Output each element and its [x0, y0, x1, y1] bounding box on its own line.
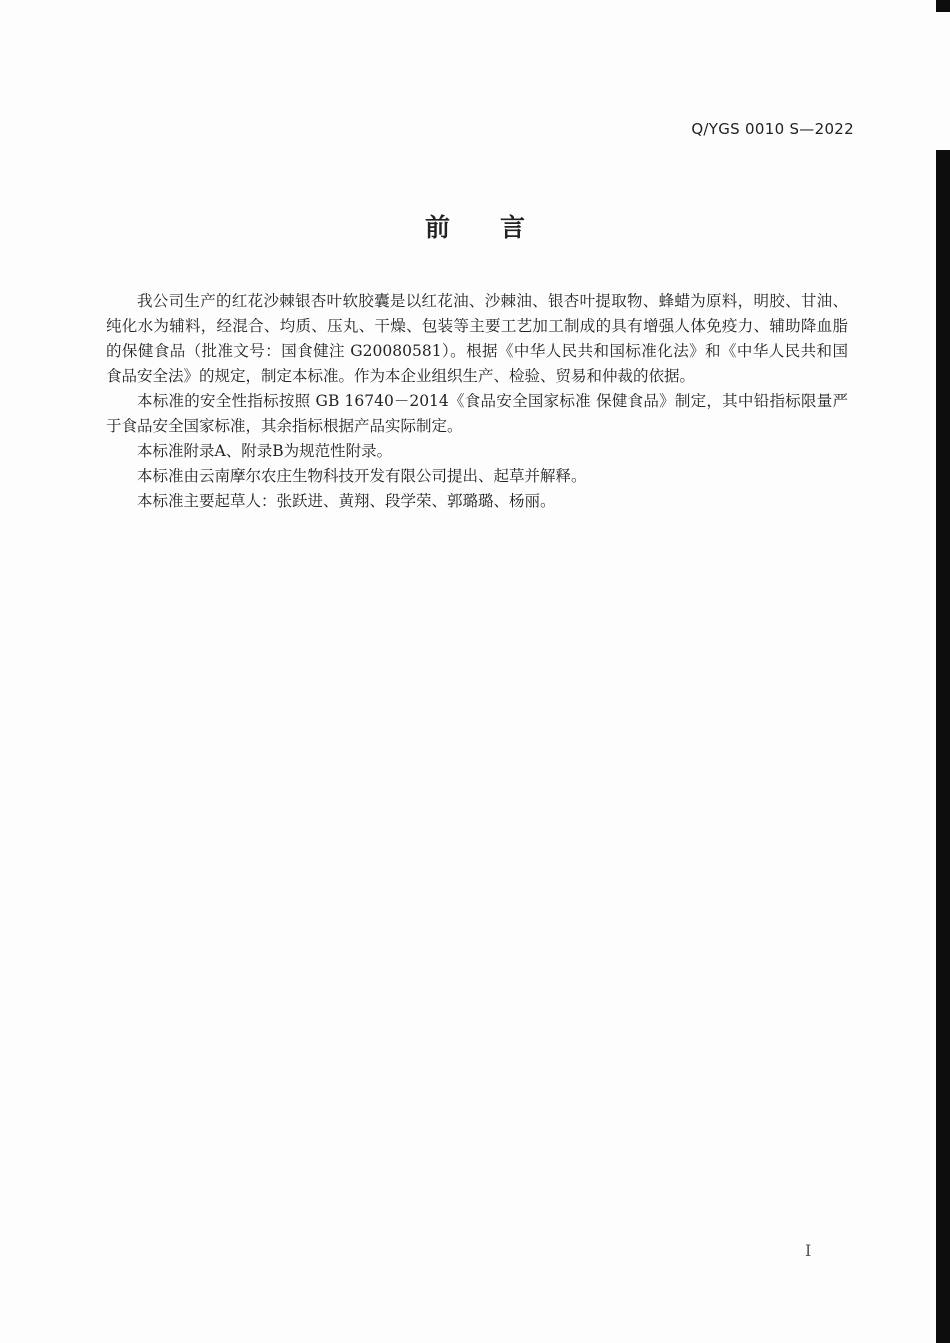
page-title-char-2: 言	[500, 213, 526, 242]
page-number: I	[805, 1241, 812, 1260]
paragraph: 本标准由云南摩尔农庄生物科技开发有限公司提出、起草并解释。	[137, 467, 587, 485]
foreword-body	[106, 289, 864, 514]
page-title	[0, 208, 950, 244]
page-title-char-1: 前	[424, 213, 450, 242]
document-code: Q/YGS 0010 S—2022	[691, 120, 854, 138]
paragraph: 我公司生产的红花沙棘银杏叶软胶囊是以红花油、沙棘油、银杏叶提取物、蜂蜡为原料，明胶、甘油、纯化水为辅料，经混合、均质、压丸、干燥、包装等主要工艺加工制成的具有增强人体免疫力、辅助降血脂的保健食品（批准文号：国食健注 G20080581）。根据《中华人民共和国标准化法》和《中华人民共和国 食品安全法》的规定，制定本标准。作为本企业组织生产、检验、贸易和仲裁的依据。	[106, 292, 864, 385]
paragraph: 本标准附录A、附录B为规范性附录。	[137, 442, 393, 460]
scan-edge-top	[936, 0, 950, 12]
paragraph: 本标准主要起草人：张跃进、黄翔、段学荣、郭璐璐、杨丽。	[137, 492, 556, 510]
paragraph: 本标准的安全性指标按照 GB 16740－2014《食品安全国家标准 保健食品》制定，其中铅指标限量严于食品安全国家标准，其余指标根据产品实际制定。	[106, 392, 848, 435]
scan-edge-right	[936, 150, 950, 1343]
